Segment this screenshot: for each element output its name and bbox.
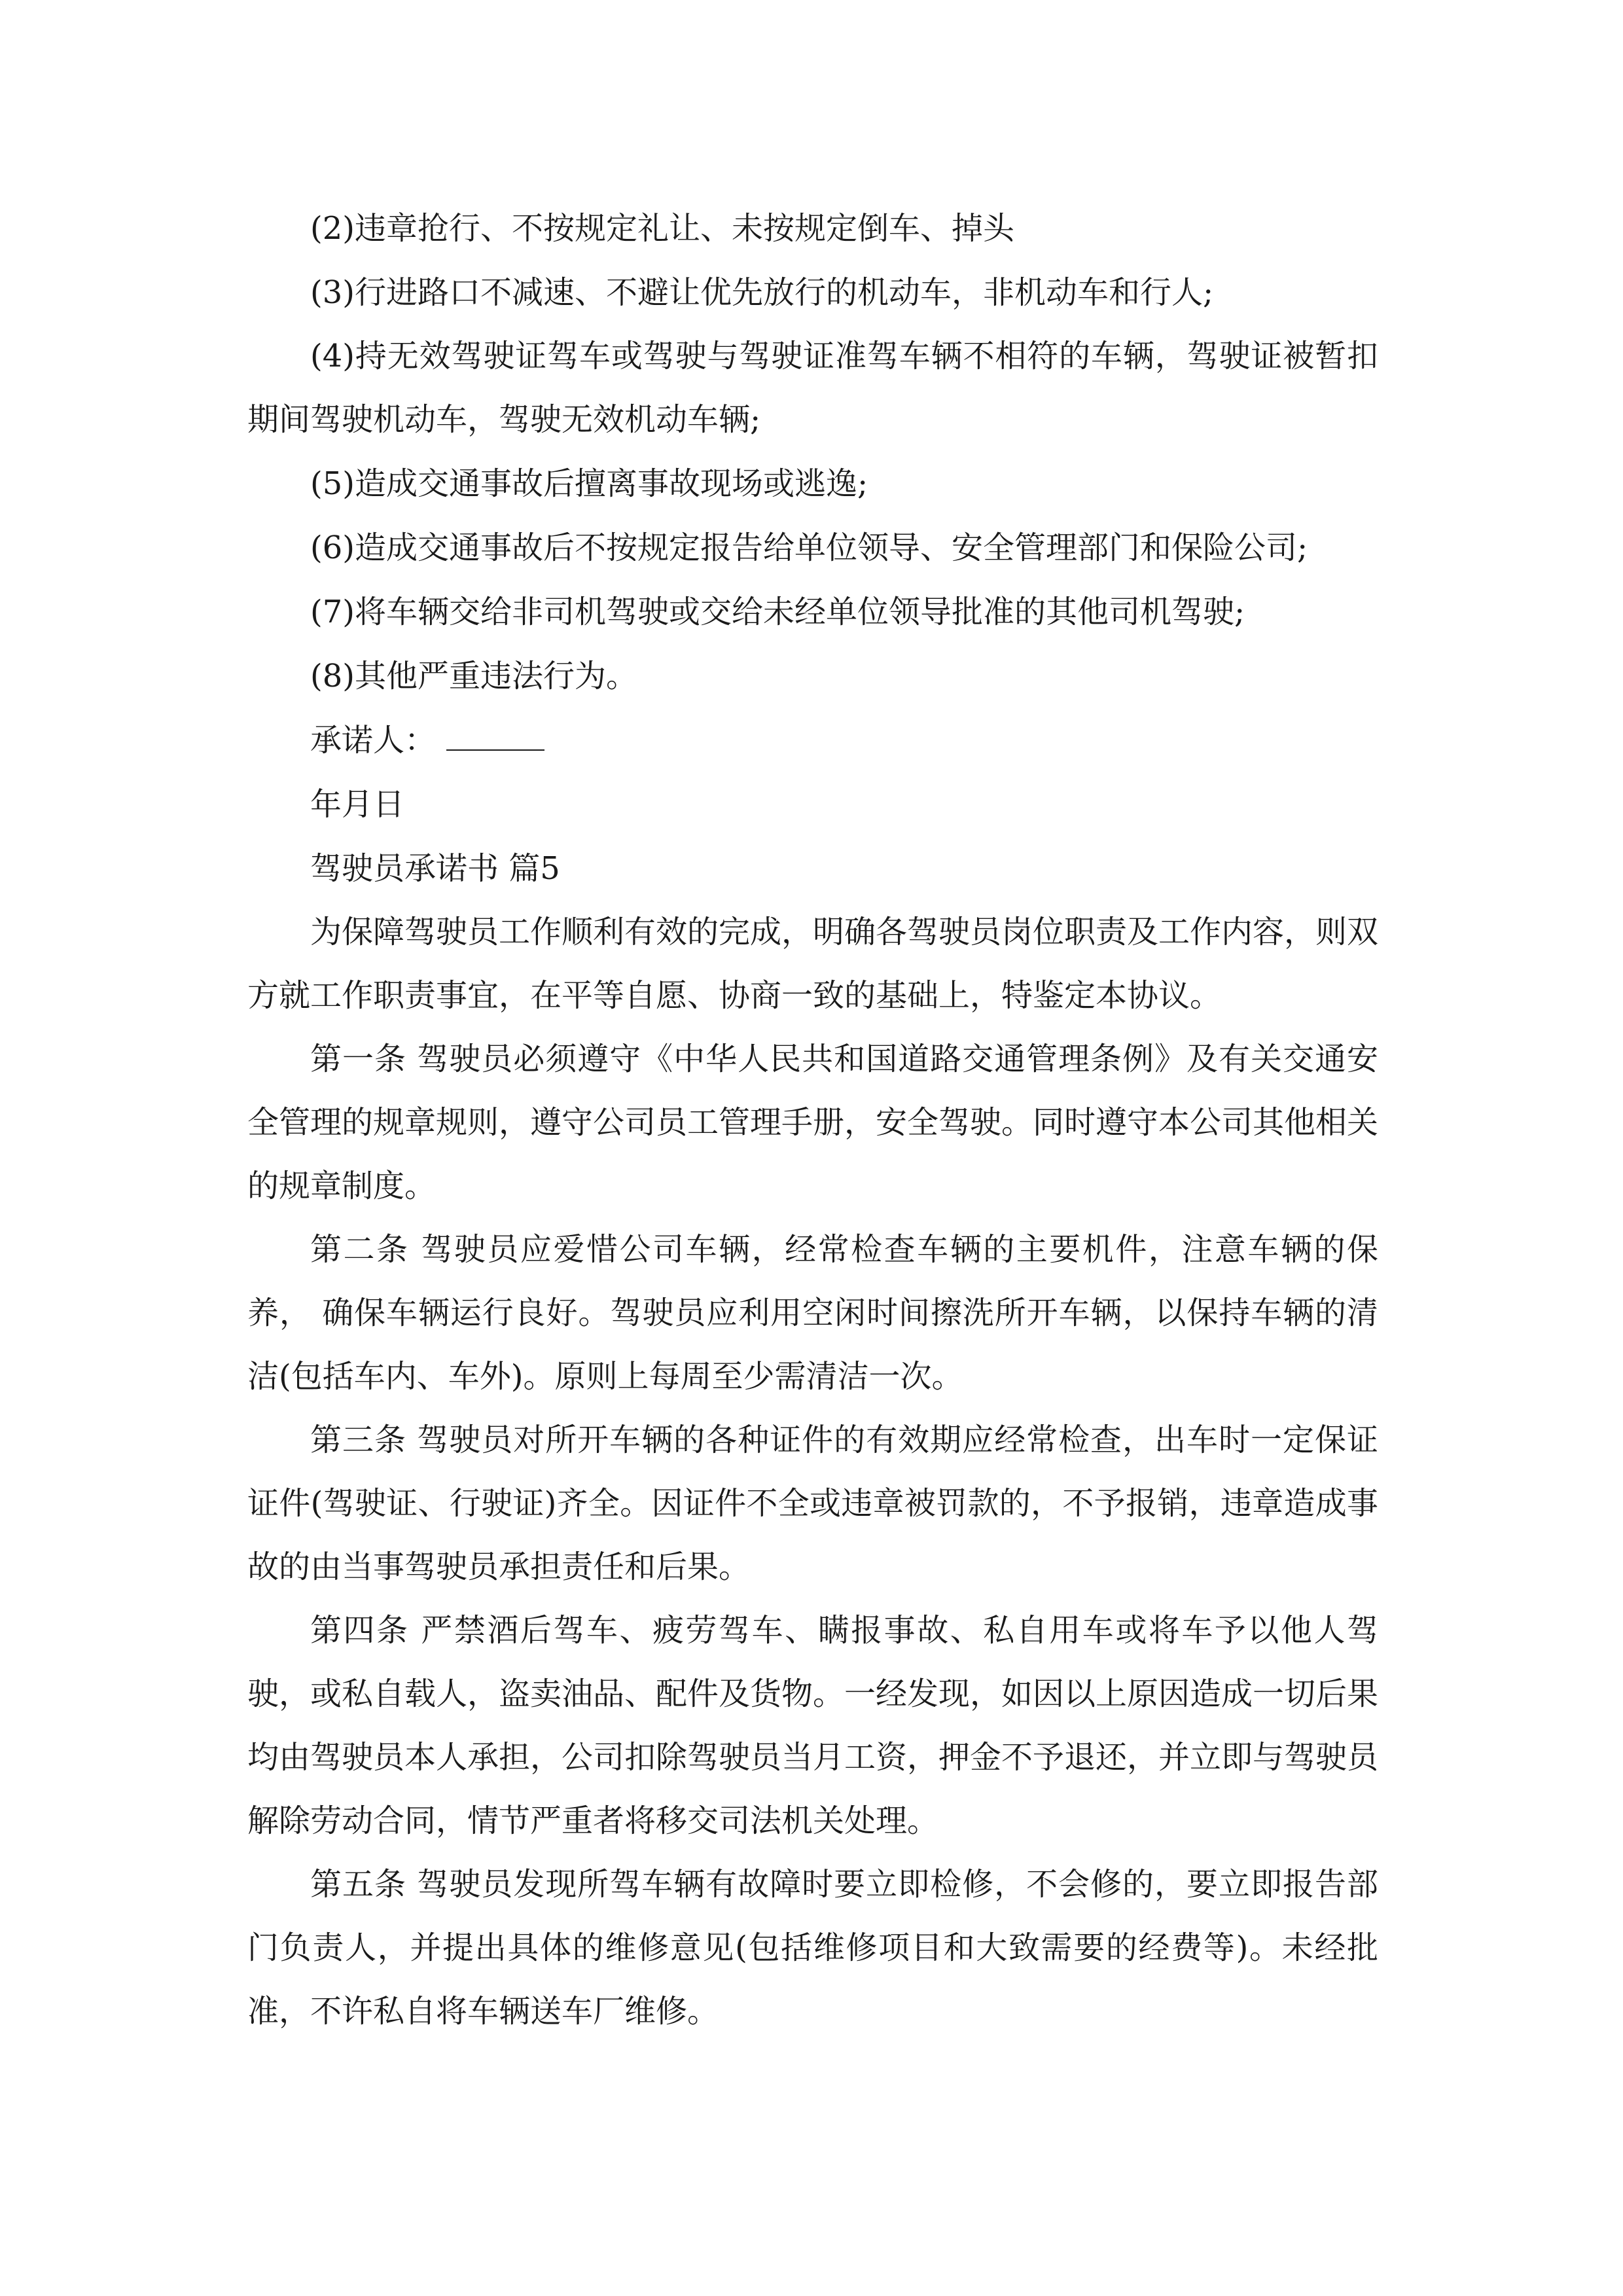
list-item: (6)造成交通事故后不按规定报告给单位领导、安全管理部门和保险公司; [310, 529, 1308, 566]
signature-label: 承诺人： [310, 722, 437, 759]
intro-paragraph: 为保障驾驶员工作顺利有效的完成，明确各驾驶员岗位职责及工作内容，则双方就工作职责事宜，在平等自愿、协商一致的基础上，特鉴定本协议。 [247, 914, 1379, 1014]
list-item: (3)行进路口不减速、不避让优先放行的机动车，非机动车和行人; [310, 274, 1214, 311]
article-paragraph: 第四条 严禁酒后驾车、疲劳驾车、瞒报事故、私自用车或将车予以他人驾驶，或私自载人，盗卖油品、配件及货物。一经发现，如因以上原因造成一切后果均由驾驶员本人承担，公司扣除驾驶员当月工资，押金不予退还，并立即与驾驶员解除劳动合同，情节严重者将移交司法机关处理。 [247, 1612, 1379, 1839]
document-body [247, 196, 1378, 2043]
section-title: 驾驶员承诺书 篇5 [310, 850, 560, 887]
article-paragraph: 第二条 驾驶员应爱惜公司车辆，经常检查车辆的主要机件，注意车辆的保养， 确保车辆运行良好。驾驶员应利用空闲时间擦洗所开车辆，以保持车辆的清洁(包括车内、车外)。原则上每周至少需清洁一次。 [247, 1231, 1378, 1395]
list-item: (7)将车辆交给非司机驾驶或交给未经单位领导批准的其他司机驾驶; [310, 594, 1245, 630]
list-item: (8)其他严重违法行为。 [310, 658, 637, 694]
list-item: (4)持无效驾驶证驾车或驾驶与驾驶证准驾车辆不相符的车辆，驾驶证被暂扣期间驾驶机动车，驾驶无效机动车辆; [247, 338, 1378, 438]
signature-blank [446, 711, 544, 751]
list-item: (5)造成交通事故后擅离事故现场或逃逸; [310, 465, 868, 502]
article-paragraph: 第一条 驾驶员必须遵守《中华人民共和国道路交通管理条例》及有关交通安全管理的规章规则，遵守公司员工管理手册，安全驾驶。同时遵守本公司其他相关的规章制度。 [247, 1041, 1379, 1204]
article-paragraph: 第三条 驾驶员对所开车辆的各种证件的有效期应经常检查，出车时一定保证证件(驾驶证、行驶证)齐全。因证件不全或违章被罚款的，不予报销，违章造成事故的由当事驾驶员承担责任和后果。 [247, 1422, 1378, 1585]
list-item: (2)违章抢行、不按规定礼让、未按规定倒车、掉头 [310, 210, 1014, 247]
signature-date: 年月日 [310, 786, 405, 823]
article-paragraph: 第五条 驾驶员发现所驾车辆有故障时要立即检修，不会修的，要立即报告部门负责人，并提出具体的维修意见(包括维修项目和大致需要的经费等)。未经批准，不许私自将车辆送车厂维修。 [247, 1866, 1378, 2030]
signature-line [247, 708, 1378, 772]
